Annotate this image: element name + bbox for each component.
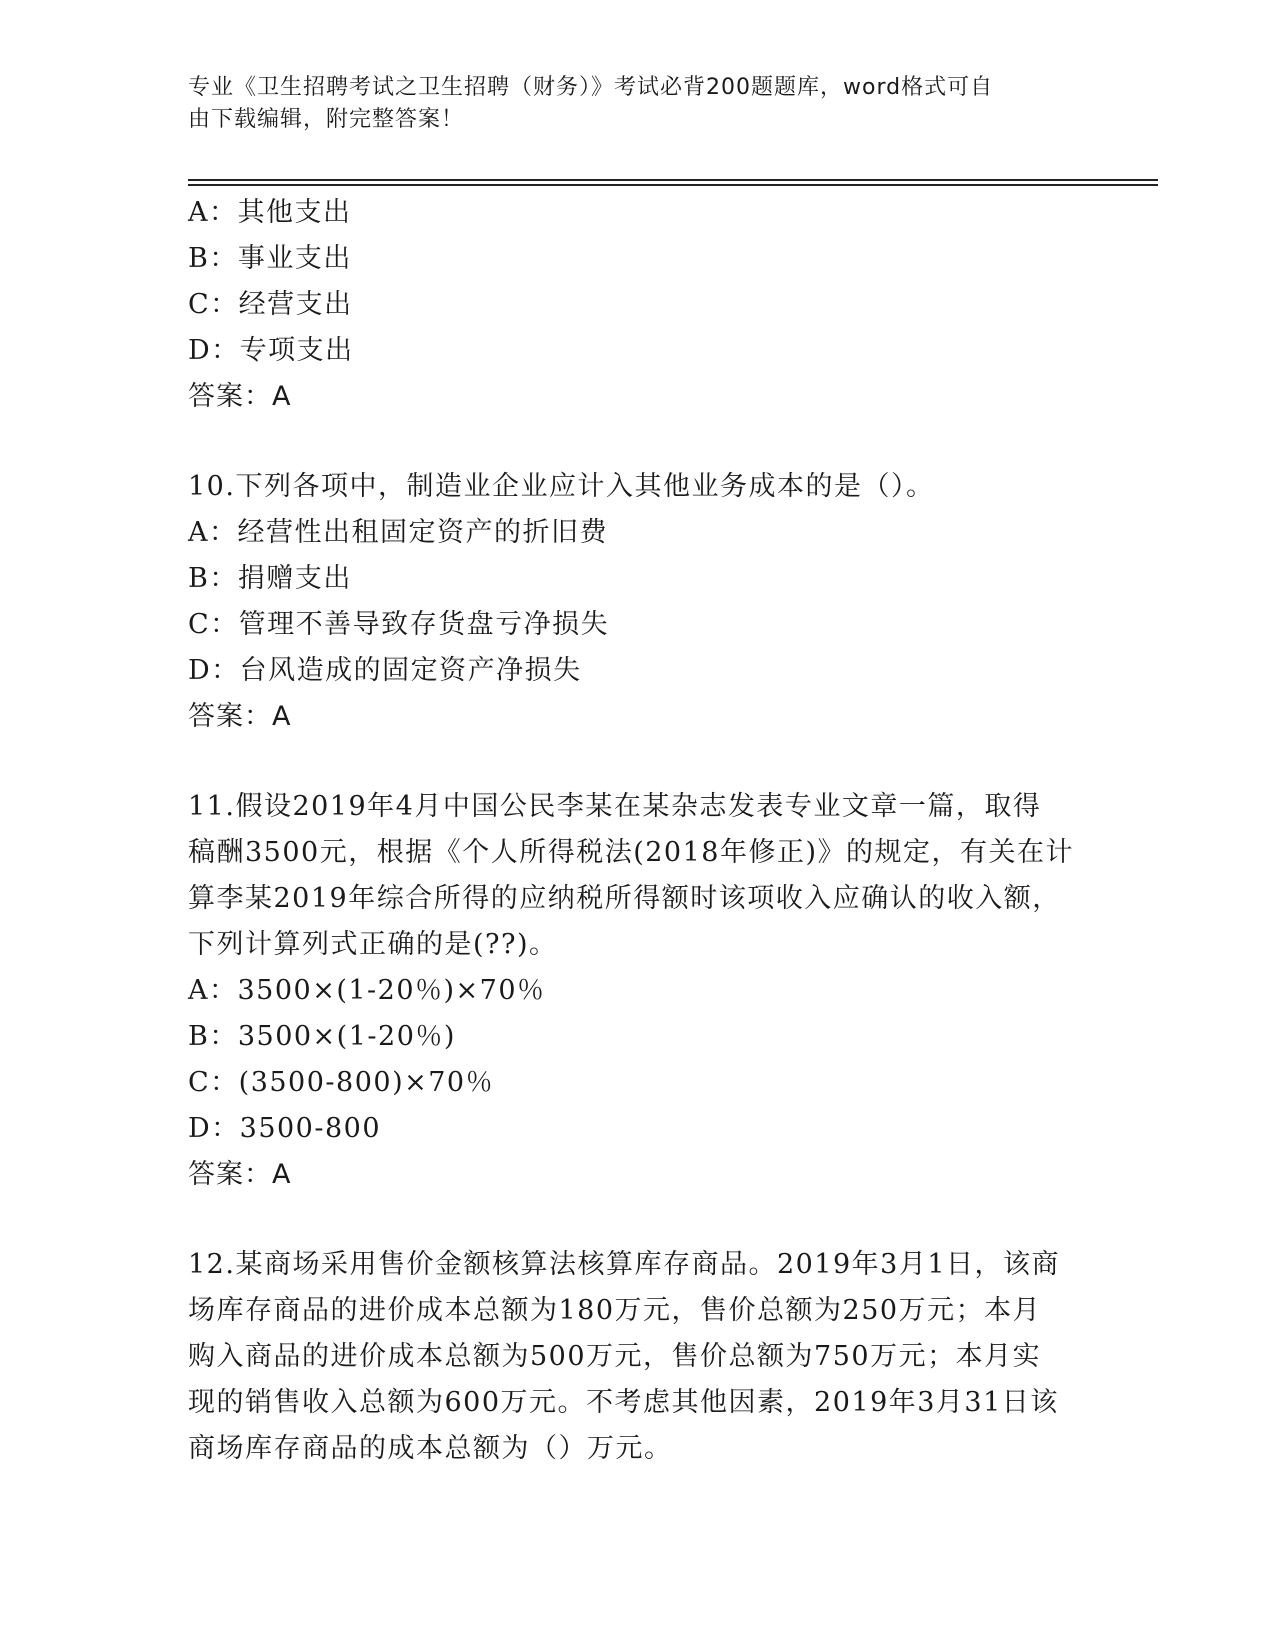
option-d: D：专项支出: [188, 335, 354, 366]
answer-line: 答案：A: [188, 1159, 292, 1190]
question-stem-line: 稿酬3500元，根据《个人所得税法(2018年修正)》的规定，有关在计: [188, 837, 1074, 868]
spacer: [188, 420, 1088, 464]
document-body: [188, 190, 1088, 1472]
question-stem-line: 现的销售收入总额为600万元。不考虑其他因素，2019年3月31日该: [188, 1387, 1059, 1418]
question-stem-line: 购入商品的进价成本总额为500万元，售价总额为750万元；本月实: [188, 1341, 1042, 1372]
option-c: C：经营支出: [188, 289, 353, 320]
option-a: A：其他支出: [188, 197, 352, 228]
header-title-line-2: 由下载编辑，附完整答案！: [188, 107, 465, 132]
option-b: B：3500×(1-20％): [188, 1021, 456, 1052]
spacer: [188, 1198, 1088, 1242]
answer-line: 答案：A: [188, 701, 292, 732]
question-stem-line: 11.假设2019年4月中国公民李某在某杂志发表专业文章一篇，取得: [188, 791, 1042, 822]
question-stem-line: 场库存商品的进价成本总额为180万元，售价总额为250万元；本月: [188, 1295, 1042, 1326]
option-b: B：事业支出: [188, 243, 352, 274]
question-stem-line: 10.下列各项中，制造业企业应计入其他业务成本的是（）。: [188, 471, 935, 502]
option-a: A：经营性出租固定资产的折旧费: [188, 517, 608, 548]
question-stem-line: 算李某2019年综合所得的应纳税所得额时该项收入应确认的收入额，: [188, 883, 1061, 914]
header-title-line-1: 专业《卫生招聘考试之卫生招聘（财务）》考试必背200题题库，word格式可自: [188, 75, 994, 100]
spacer: [188, 740, 1088, 784]
option-b: B：捐赠支出: [188, 563, 352, 594]
document-header: [188, 72, 1068, 136]
option-d: D：台风造成的固定资产净损失: [188, 655, 582, 686]
question-stem-line: 下列计算列式正确的是(??)。: [188, 929, 558, 960]
answer-line: 答案：A: [188, 381, 292, 412]
question-10: [188, 464, 1088, 740]
header-divider-top: [188, 179, 1158, 181]
header-divider-bottom: [188, 184, 1158, 186]
option-c: C：(3500-800)×70％: [188, 1067, 495, 1098]
question-11: [188, 784, 1088, 1198]
question-12: [188, 1242, 1088, 1472]
option-c: C：管理不善导致存货盘亏净损失: [188, 609, 610, 640]
question-stem-line: 12.某商场采用售价金额核算法核算库存商品。2019年3月1日，该商: [188, 1249, 1061, 1280]
option-a: A：3500×(1-20％)×70％: [188, 975, 546, 1006]
question-stem-line: 商场库存商品的成本总额为（）万元。: [188, 1433, 673, 1464]
option-d: D：3500-800: [188, 1113, 382, 1144]
question-block-prev: [188, 190, 1088, 420]
